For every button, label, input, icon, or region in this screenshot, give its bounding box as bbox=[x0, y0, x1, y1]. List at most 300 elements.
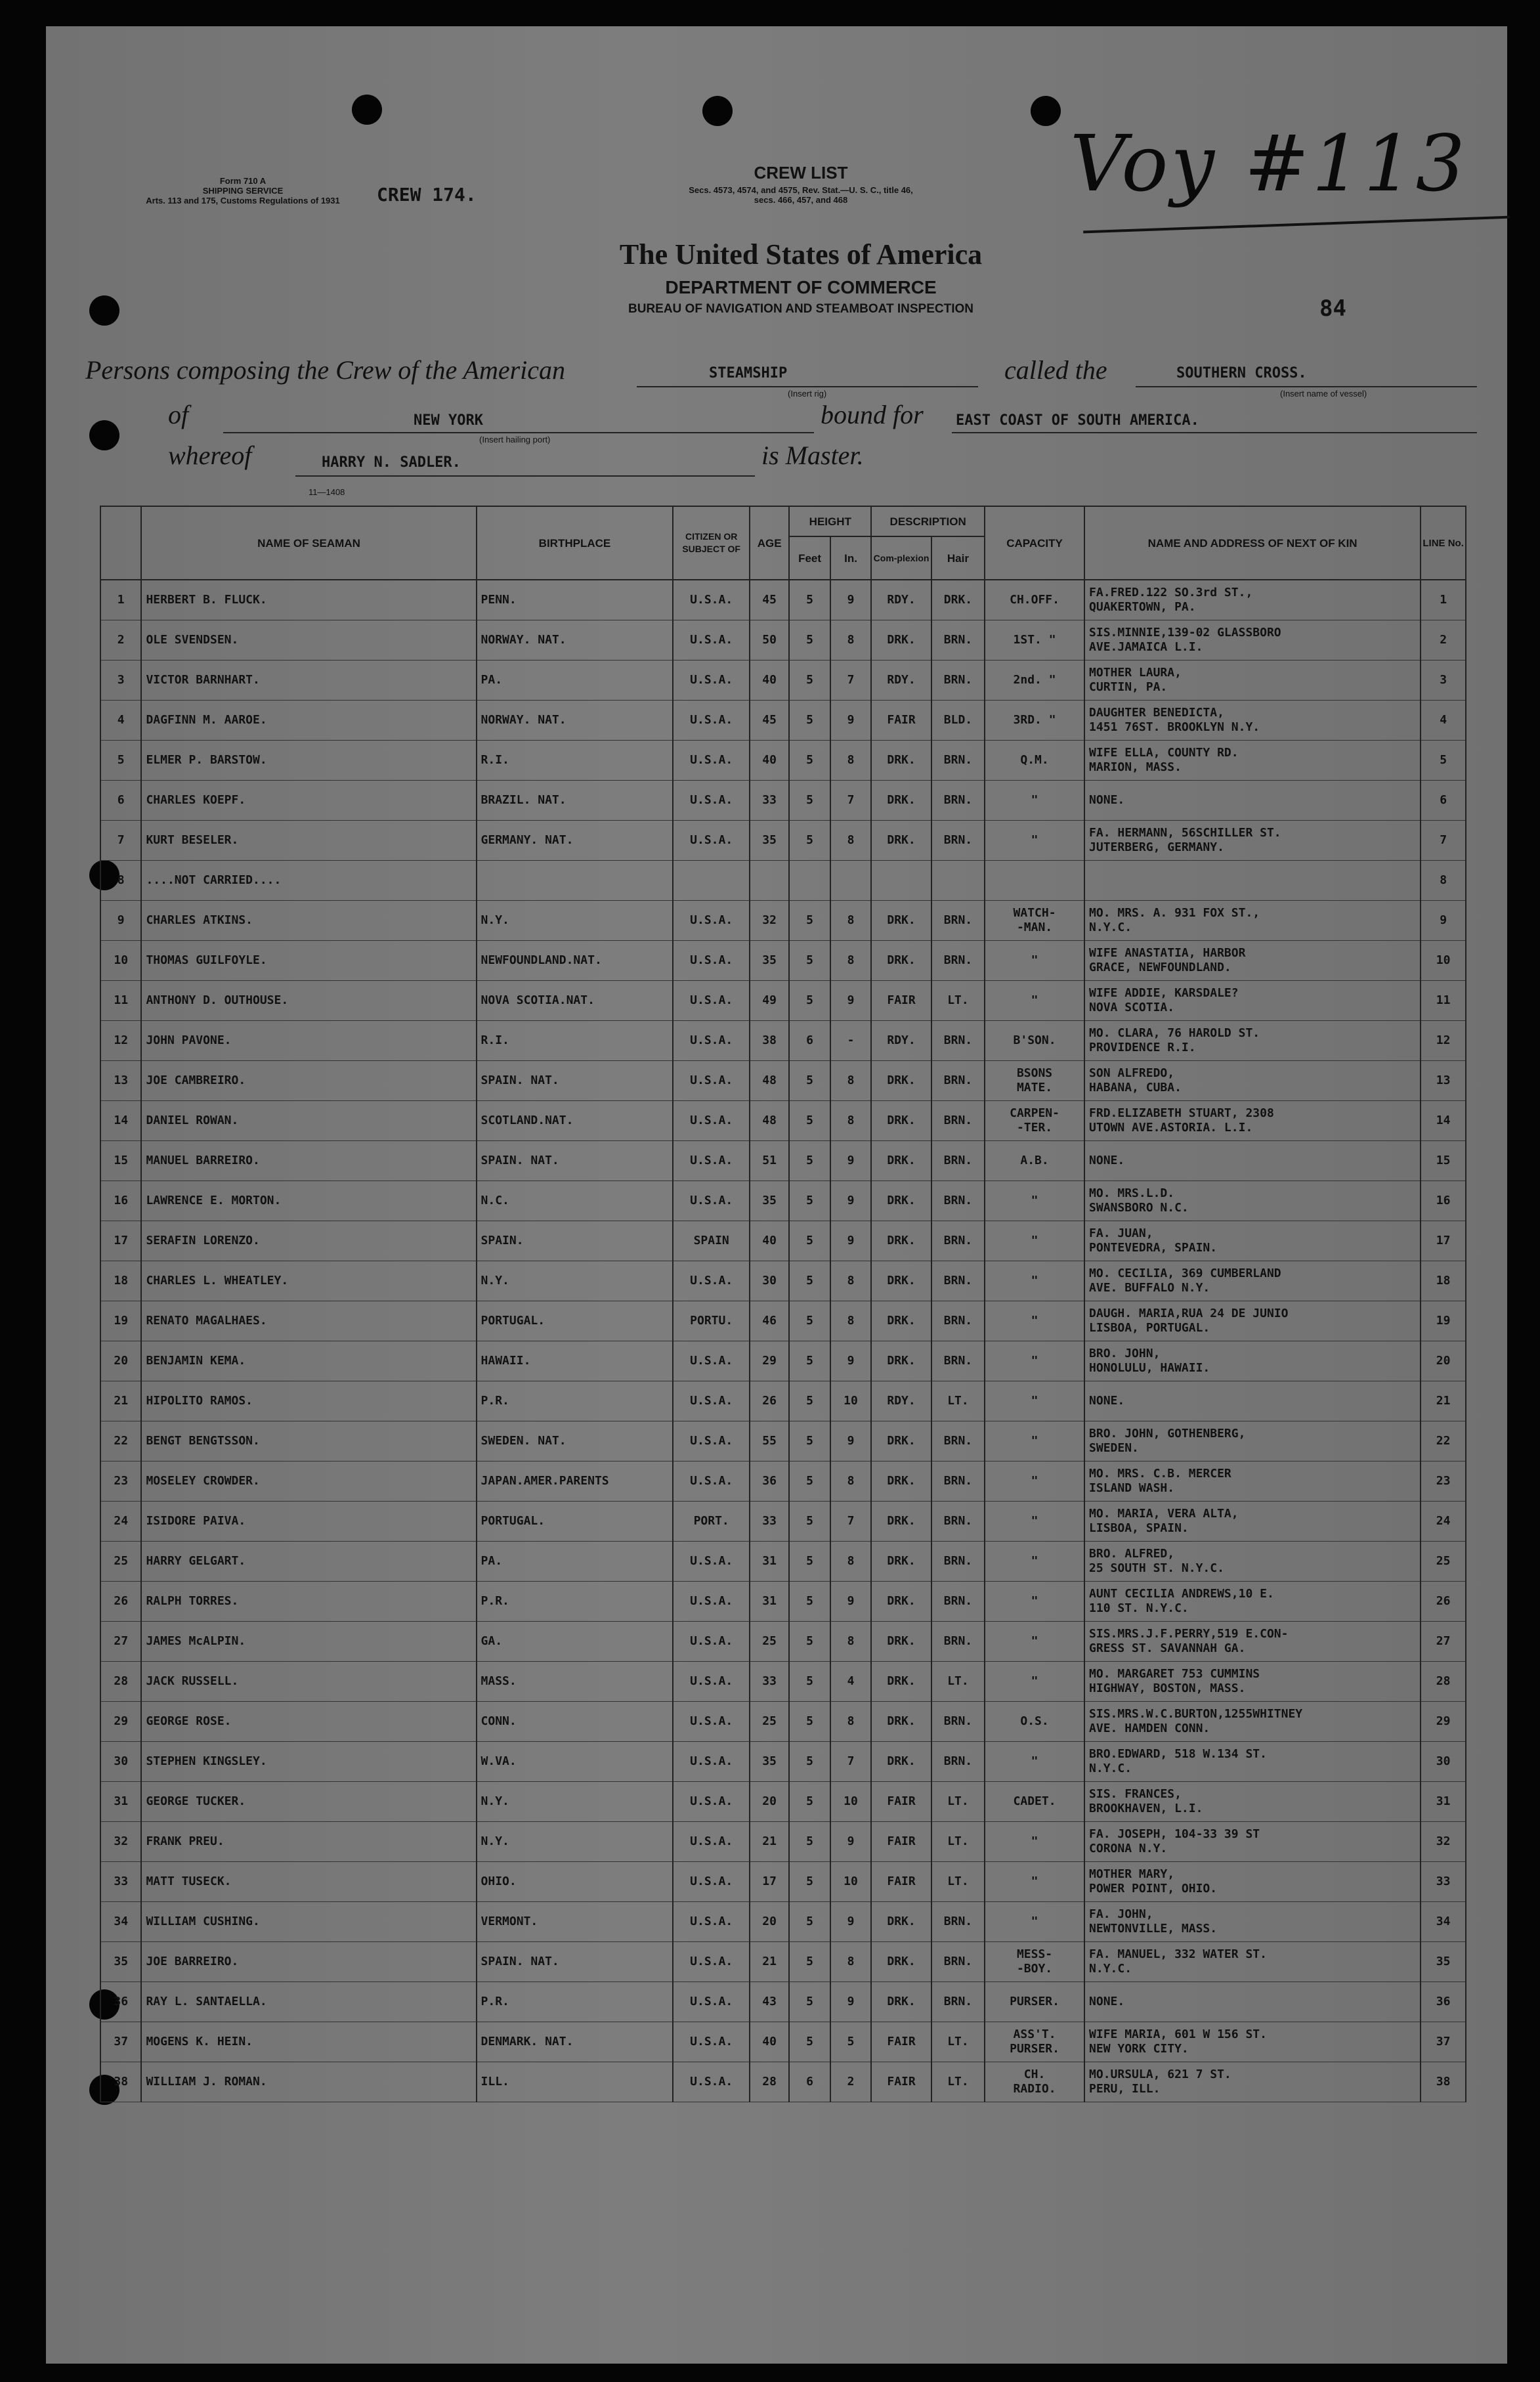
bound-for-label: bound for bbox=[821, 400, 924, 429]
height-feet-cell: 5 bbox=[789, 741, 830, 781]
age-cell: 43 bbox=[750, 1982, 789, 2022]
list-title: CREW LIST bbox=[754, 163, 848, 183]
birthplace-cell: SPAIN. NAT. bbox=[477, 1141, 674, 1181]
table-row bbox=[100, 1181, 1466, 1221]
seaman-name-cell: CHARLES KOEPF. bbox=[141, 781, 476, 821]
height-feet-cell: 5 bbox=[789, 1662, 830, 1702]
height-inches-cell: 10 bbox=[830, 1862, 871, 1902]
hair-color-cell: BRN. bbox=[931, 1542, 985, 1582]
birthplace-cell: PA. bbox=[477, 660, 674, 701]
birthplace-cell: CONN. bbox=[477, 1702, 674, 1742]
citizenship-cell: U.S.A. bbox=[673, 701, 750, 741]
table-row bbox=[100, 1301, 1466, 1341]
age-cell: 36 bbox=[750, 1462, 789, 1502]
line-number-cell: 19 bbox=[1421, 1301, 1466, 1341]
height-inches-cell: 8 bbox=[830, 901, 871, 941]
line-number-cell: 31 bbox=[1421, 1782, 1466, 1822]
next-of-kin-cell: FRD.ELIZABETH STUART, 2308 UTOWN AVE.ASTORIA. L.I. bbox=[1084, 1101, 1421, 1141]
next-of-kin-cell: FA. JOSEPH, 104-33 39 ST CORONA N.Y. bbox=[1084, 1822, 1421, 1862]
table-row bbox=[100, 941, 1466, 981]
row-number-cell: 6 bbox=[100, 781, 141, 821]
age-cell: 20 bbox=[750, 1782, 789, 1822]
capacity-cell: CH. RADIO. bbox=[985, 2062, 1084, 2102]
height-inches-cell: 10 bbox=[830, 1782, 871, 1822]
hair-color-cell: LT. bbox=[931, 1822, 985, 1862]
birthplace-cell: SPAIN. NAT. bbox=[477, 1942, 674, 1982]
next-of-kin-cell: NONE. bbox=[1084, 1381, 1421, 1421]
citizenship-cell: SPAIN bbox=[673, 1221, 750, 1261]
country-heading: The United States of America bbox=[619, 238, 983, 271]
complexion-cell: RDY. bbox=[871, 660, 931, 701]
hair-color-cell: BRN. bbox=[931, 1221, 985, 1261]
age-cell: 55 bbox=[750, 1421, 789, 1462]
height-feet-cell: 5 bbox=[789, 1421, 830, 1462]
next-of-kin-cell: NONE. bbox=[1084, 1141, 1421, 1181]
age-cell: 21 bbox=[750, 1822, 789, 1862]
height-inches-cell: 9 bbox=[830, 1421, 871, 1462]
seaman-name-cell: ....NOT CARRIED.... bbox=[141, 861, 476, 901]
row-number-cell: 11 bbox=[100, 981, 141, 1021]
hair-color-cell: BRN. bbox=[931, 1742, 985, 1782]
table-row bbox=[100, 821, 1466, 861]
height-feet-cell: 5 bbox=[789, 1982, 830, 2022]
birthplace-cell: R.I. bbox=[477, 741, 674, 781]
complexion-cell: DRK. bbox=[871, 1061, 931, 1101]
feet-header: Feet bbox=[789, 536, 830, 580]
height-inches-cell: 7 bbox=[830, 660, 871, 701]
row-number-cell: 12 bbox=[100, 1021, 141, 1061]
height-inches-cell: 7 bbox=[830, 1742, 871, 1782]
table-row bbox=[100, 1702, 1466, 1742]
table-row bbox=[100, 1542, 1466, 1582]
age-cell: 30 bbox=[750, 1261, 789, 1301]
height-feet-cell: 5 bbox=[789, 660, 830, 701]
name-header: NAME OF SEAMAN bbox=[141, 506, 476, 580]
crew-table-body bbox=[100, 580, 1466, 2102]
hair-color-cell: BRN. bbox=[931, 1982, 985, 2022]
table-row bbox=[100, 1502, 1466, 1542]
seaman-name-cell: JOHN PAVONE. bbox=[141, 1021, 476, 1061]
capacity-cell: CH.OFF. bbox=[985, 580, 1084, 620]
table-row bbox=[100, 1862, 1466, 1902]
line-number-cell: 1 bbox=[1421, 580, 1466, 620]
birthplace-cell: NORWAY. NAT. bbox=[477, 701, 674, 741]
is-master-label: is Master. bbox=[761, 441, 864, 470]
row-number-cell: 1 bbox=[100, 580, 141, 620]
height-feet-cell: 5 bbox=[789, 1742, 830, 1782]
height-feet-cell: 5 bbox=[789, 781, 830, 821]
complexion-cell: DRK. bbox=[871, 1702, 931, 1742]
citizenship-cell: U.S.A. bbox=[673, 1862, 750, 1902]
seaman-name-cell: THOMAS GUILFOYLE. bbox=[141, 941, 476, 981]
line-number-cell: 11 bbox=[1421, 981, 1466, 1021]
age-cell: 31 bbox=[750, 1542, 789, 1582]
table-row bbox=[100, 901, 1466, 941]
row-number-cell: 10 bbox=[100, 941, 141, 981]
crew-number: CREW 174. bbox=[377, 184, 477, 206]
age-cell: 33 bbox=[750, 1502, 789, 1542]
hair-color-cell bbox=[931, 861, 985, 901]
birthplace-cell: OHIO. bbox=[477, 1862, 674, 1902]
description-header: DESCRIPTION bbox=[871, 506, 985, 536]
seaman-name-cell: MOSELEY CROWDER. bbox=[141, 1462, 476, 1502]
line-number-cell: 6 bbox=[1421, 781, 1466, 821]
birthplace-cell: PORTUGAL. bbox=[477, 1502, 674, 1542]
row-number-cell: 21 bbox=[100, 1381, 141, 1421]
table-row bbox=[100, 1141, 1466, 1181]
next-of-kin-cell: FA.FRED.122 SO.3rd ST., QUAKERTOWN, PA. bbox=[1084, 580, 1421, 620]
age-cell: 26 bbox=[750, 1381, 789, 1421]
height-inches-cell: 5 bbox=[830, 2022, 871, 2062]
print-code: 11—1408 bbox=[309, 487, 345, 497]
birthplace-cell: N.Y. bbox=[477, 1261, 674, 1301]
of-label: of bbox=[168, 400, 189, 429]
citizenship-cell: U.S.A. bbox=[673, 741, 750, 781]
complexion-cell: DRK. bbox=[871, 1582, 931, 1622]
age-cell: 51 bbox=[750, 1141, 789, 1181]
age-cell: 46 bbox=[750, 1301, 789, 1341]
height-feet-cell: 5 bbox=[789, 1141, 830, 1181]
hair-color-cell: BRN. bbox=[931, 1061, 985, 1101]
height-feet-cell: 5 bbox=[789, 1301, 830, 1341]
citizenship-cell: U.S.A. bbox=[673, 1021, 750, 1061]
hair-color-cell: BRN. bbox=[931, 1902, 985, 1942]
height-feet-cell: 5 bbox=[789, 901, 830, 941]
capacity-cell: CARPEN- -TER. bbox=[985, 1101, 1084, 1141]
line-number-cell: 37 bbox=[1421, 2022, 1466, 2062]
row-number-cell: 35 bbox=[100, 1942, 141, 1982]
citizenship-cell: U.S.A. bbox=[673, 1542, 750, 1582]
capacity-cell: " bbox=[985, 1542, 1084, 1582]
row-number-cell: 15 bbox=[100, 1141, 141, 1181]
row-number-cell: 9 bbox=[100, 901, 141, 941]
height-feet-cell: 6 bbox=[789, 2062, 830, 2102]
table-row bbox=[100, 1742, 1466, 1782]
height-inches-cell: 9 bbox=[830, 1141, 871, 1181]
line-number-cell: 38 bbox=[1421, 2062, 1466, 2102]
capacity-cell: " bbox=[985, 1502, 1084, 1542]
height-inches-cell: 8 bbox=[830, 1301, 871, 1341]
birthplace-cell: HAWAII. bbox=[477, 1341, 674, 1381]
height-feet-cell: 5 bbox=[789, 620, 830, 660]
row-number-cell: 33 bbox=[100, 1862, 141, 1902]
crew-table bbox=[100, 506, 1466, 2102]
capacity-cell: " bbox=[985, 1301, 1084, 1341]
citizenship-cell: PORTU. bbox=[673, 1301, 750, 1341]
height-feet-cell: 5 bbox=[789, 1862, 830, 1902]
complexion-cell: DRK. bbox=[871, 1622, 931, 1662]
height-inches-cell: 2 bbox=[830, 2062, 871, 2102]
destination: EAST COAST OF SOUTH AMERICA. bbox=[956, 412, 1199, 429]
birthplace-cell: PENN. bbox=[477, 580, 674, 620]
table-row bbox=[100, 1982, 1466, 2022]
table-row bbox=[100, 1341, 1466, 1381]
height-inches-cell: 9 bbox=[830, 981, 871, 1021]
complexion-header: Com-plexion bbox=[871, 536, 931, 580]
hair-color-cell: LT. bbox=[931, 981, 985, 1021]
table-row bbox=[100, 1662, 1466, 1702]
height-feet-cell: 5 bbox=[789, 1702, 830, 1742]
height-feet-cell: 5 bbox=[789, 1542, 830, 1582]
height-inches-cell: 8 bbox=[830, 821, 871, 861]
birthplace-cell: SCOTLAND.NAT. bbox=[477, 1101, 674, 1141]
table-header-row bbox=[100, 506, 1466, 536]
height-inches-cell: 9 bbox=[830, 1582, 871, 1622]
voyage-annotation: Voy #113 bbox=[1070, 118, 1468, 209]
height-inches-cell: 8 bbox=[830, 1942, 871, 1982]
table-row bbox=[100, 741, 1466, 781]
age-cell: 49 bbox=[750, 981, 789, 1021]
capacity-cell: O.S. bbox=[985, 1702, 1084, 1742]
complexion-cell: RDY. bbox=[871, 580, 931, 620]
next-of-kin-cell: NONE. bbox=[1084, 1982, 1421, 2022]
seaman-name-cell: GEORGE TUCKER. bbox=[141, 1782, 476, 1822]
seaman-name-cell: HERBERT B. FLUCK. bbox=[141, 580, 476, 620]
birthplace-cell: ILL. bbox=[477, 2062, 674, 2102]
capacity-cell: " bbox=[985, 1381, 1084, 1421]
height-inches-cell: 4 bbox=[830, 1662, 871, 1702]
table-row bbox=[100, 1261, 1466, 1301]
line-number-cell: 8 bbox=[1421, 861, 1466, 901]
height-feet-cell: 5 bbox=[789, 941, 830, 981]
form-regulation: Arts. 113 and 175, Customs Regulations of 1931 bbox=[146, 196, 340, 206]
punch-hole bbox=[89, 295, 119, 326]
seaman-name-cell: DANIEL ROWAN. bbox=[141, 1101, 476, 1141]
row-number-cell: 28 bbox=[100, 1662, 141, 1702]
seaman-name-cell: MOGENS K. HEIN. bbox=[141, 2022, 476, 2062]
age-cell: 25 bbox=[750, 1702, 789, 1742]
citizenship-cell: U.S.A. bbox=[673, 1902, 750, 1942]
complexion-cell: DRK. bbox=[871, 1542, 931, 1582]
line-number-cell: 18 bbox=[1421, 1261, 1466, 1301]
complexion-cell: DRK. bbox=[871, 1942, 931, 1982]
height-feet-cell: 6 bbox=[789, 1021, 830, 1061]
form-info bbox=[125, 176, 361, 206]
seaman-name-cell: KURT BESELER. bbox=[141, 821, 476, 861]
seaman-name-cell: STEPHEN KINGSLEY. bbox=[141, 1742, 476, 1782]
next-of-kin-cell: SIS.MRS.W.C.BURTON,1255WHITNEY AVE. HAMDEN CONN. bbox=[1084, 1702, 1421, 1742]
complexion-cell: DRK. bbox=[871, 1341, 931, 1381]
seaman-name-cell: LAWRENCE E. MORTON. bbox=[141, 1181, 476, 1221]
age-cell: 35 bbox=[750, 1181, 789, 1221]
height-feet-cell: 5 bbox=[789, 1582, 830, 1622]
height-inches-cell: 9 bbox=[830, 1902, 871, 1942]
hair-color-cell: BRN. bbox=[931, 941, 985, 981]
birthplace-cell: GERMANY. NAT. bbox=[477, 821, 674, 861]
complexion-cell: DRK. bbox=[871, 1462, 931, 1502]
age-cell: 33 bbox=[750, 781, 789, 821]
next-of-kin-cell: NONE. bbox=[1084, 781, 1421, 821]
next-of-kin-cell: MO. MRS.L.D. SWANSBORO N.C. bbox=[1084, 1181, 1421, 1221]
birthplace-cell: N.C. bbox=[477, 1181, 674, 1221]
statute-line: secs. 466, 457, and 468 bbox=[754, 195, 848, 205]
line-number-cell: 13 bbox=[1421, 1061, 1466, 1101]
height-inches-cell: 9 bbox=[830, 1341, 871, 1381]
line-number-cell: 28 bbox=[1421, 1662, 1466, 1702]
hair-color-cell: BRN. bbox=[931, 1622, 985, 1662]
line-number-cell: 27 bbox=[1421, 1622, 1466, 1662]
table-row bbox=[100, 1902, 1466, 1942]
row-number-cell: 5 bbox=[100, 741, 141, 781]
table-row bbox=[100, 1462, 1466, 1502]
next-of-kin-cell: FA. HERMANN, 56SCHILLER ST. JUTERBERG, GERMANY. bbox=[1084, 821, 1421, 861]
height-inches-cell: 7 bbox=[830, 781, 871, 821]
master-name: HARRY N. SADLER. bbox=[322, 454, 461, 471]
height-feet-cell: 5 bbox=[789, 1341, 830, 1381]
seaman-name-cell: HIPOLITO RAMOS. bbox=[141, 1381, 476, 1421]
complexion-cell: DRK. bbox=[871, 781, 931, 821]
citizenship-cell: U.S.A. bbox=[673, 1622, 750, 1662]
seaman-name-cell: BENJAMIN KEMA. bbox=[141, 1341, 476, 1381]
line-number-cell: 7 bbox=[1421, 821, 1466, 861]
table-row bbox=[100, 2022, 1466, 2062]
bureau-heading: BUREAU OF NAVIGATION AND STEAMBOAT INSPECTION bbox=[628, 302, 974, 316]
height-inches-cell: 9 bbox=[830, 1221, 871, 1261]
height-feet-cell: 5 bbox=[789, 1822, 830, 1862]
statute-reference bbox=[617, 185, 985, 205]
citizenship-cell: U.S.A. bbox=[673, 660, 750, 701]
next-of-kin-cell: BRO. JOHN, GOTHENBERG, SWEDEN. bbox=[1084, 1421, 1421, 1462]
hair-color-cell: BRN. bbox=[931, 660, 985, 701]
next-of-kin-cell: MO. CLARA, 76 HAROLD ST. PROVIDENCE R.I. bbox=[1084, 1021, 1421, 1061]
table-row bbox=[100, 1822, 1466, 1862]
seaman-name-cell: DAGFINN M. AAROE. bbox=[141, 701, 476, 741]
birthplace-cell: P.R. bbox=[477, 1982, 674, 2022]
height-feet-cell: 5 bbox=[789, 821, 830, 861]
height-inches-cell: 8 bbox=[830, 1101, 871, 1141]
complexion-cell: FAIR bbox=[871, 701, 931, 741]
next-of-kin-cell: BRO. ALFRED, 25 SOUTH ST. N.Y.C. bbox=[1084, 1542, 1421, 1582]
hair-color-cell: BRN. bbox=[931, 1702, 985, 1742]
next-of-kin-cell: WIFE ANASTATIA, HARBOR GRACE, NEWFOUNDLAND. bbox=[1084, 941, 1421, 981]
seaman-name-cell: GEORGE ROSE. bbox=[141, 1702, 476, 1742]
age-cell: 28 bbox=[750, 2062, 789, 2102]
page-number: 84 bbox=[1319, 295, 1346, 322]
row-number-cell: 20 bbox=[100, 1341, 141, 1381]
age-cell: 35 bbox=[750, 941, 789, 981]
row-number-cell: 22 bbox=[100, 1421, 141, 1462]
age-cell: 17 bbox=[750, 1862, 789, 1902]
row-number-cell: 32 bbox=[100, 1822, 141, 1862]
seaman-name-cell: JOE CAMBREIRO. bbox=[141, 1061, 476, 1101]
age-cell: 32 bbox=[750, 901, 789, 941]
line-number-cell: 23 bbox=[1421, 1462, 1466, 1502]
capacity-cell: WATCH- -MAN. bbox=[985, 901, 1084, 941]
table-row bbox=[100, 2062, 1466, 2102]
capacity-cell: CADET. bbox=[985, 1782, 1084, 1822]
table-row bbox=[100, 1782, 1466, 1822]
table-row bbox=[100, 1381, 1466, 1421]
birthplace-cell: P.R. bbox=[477, 1582, 674, 1622]
hair-color-cell: BRN. bbox=[931, 1101, 985, 1141]
seaman-name-cell: WILLIAM J. ROMAN. bbox=[141, 2062, 476, 2102]
height-inches-cell: 8 bbox=[830, 941, 871, 981]
hair-color-cell: BRN. bbox=[931, 1181, 985, 1221]
next-of-kin-cell: BRO. JOHN, HONOLULU, HAWAII. bbox=[1084, 1341, 1421, 1381]
age-cell: 40 bbox=[750, 660, 789, 701]
hair-color-cell: BRN. bbox=[931, 741, 985, 781]
age-cell: 48 bbox=[750, 1061, 789, 1101]
height-header: HEIGHT bbox=[789, 506, 871, 536]
table-row bbox=[100, 1221, 1466, 1261]
row-number-cell: 38 bbox=[100, 2062, 141, 2102]
line-number-header: LINE No. bbox=[1421, 506, 1466, 580]
capacity-cell: " bbox=[985, 1341, 1084, 1381]
line-number-cell: 33 bbox=[1421, 1862, 1466, 1902]
capacity-cell: " bbox=[985, 1462, 1084, 1502]
complexion-cell: FAIR bbox=[871, 1862, 931, 1902]
birthplace-cell: GA. bbox=[477, 1622, 674, 1662]
form-service: SHIPPING SERVICE bbox=[202, 186, 284, 196]
height-inches-cell: 9 bbox=[830, 701, 871, 741]
hair-color-cell: BLD. bbox=[931, 701, 985, 741]
table-row bbox=[100, 1421, 1466, 1462]
age-cell: 20 bbox=[750, 1902, 789, 1942]
height-inches-cell: 9 bbox=[830, 580, 871, 620]
capacity-cell: " bbox=[985, 1622, 1084, 1662]
capacity-cell bbox=[985, 861, 1084, 901]
complexion-cell: DRK. bbox=[871, 1301, 931, 1341]
birthplace-cell: R.I. bbox=[477, 1021, 674, 1061]
capacity-cell: 1ST. " bbox=[985, 620, 1084, 660]
row-number-cell: 2 bbox=[100, 620, 141, 660]
citizenship-cell: U.S.A. bbox=[673, 1942, 750, 1982]
birthplace-cell: N.Y. bbox=[477, 1822, 674, 1862]
age-cell: 38 bbox=[750, 1021, 789, 1061]
height-inches-cell: 8 bbox=[830, 1702, 871, 1742]
seaman-name-cell: JACK RUSSELL. bbox=[141, 1662, 476, 1702]
complexion-cell: DRK. bbox=[871, 1662, 931, 1702]
hair-color-cell: LT. bbox=[931, 1381, 985, 1421]
complexion-cell: DRK. bbox=[871, 1502, 931, 1542]
citizenship-cell: U.S.A. bbox=[673, 1662, 750, 1702]
next-of-kin-cell: MO. MARIA, VERA ALTA, LISBOA, SPAIN. bbox=[1084, 1502, 1421, 1542]
citizenship-cell: U.S.A. bbox=[673, 1381, 750, 1421]
hair-color-cell: BRN. bbox=[931, 1942, 985, 1982]
next-of-kin-cell: MOTHER MARY, POWER POINT, OHIO. bbox=[1084, 1862, 1421, 1902]
capacity-cell: A.B. bbox=[985, 1141, 1084, 1181]
hair-color-cell: BRN. bbox=[931, 1341, 985, 1381]
hair-color-cell: BRN. bbox=[931, 1021, 985, 1061]
age-cell: 35 bbox=[750, 1742, 789, 1782]
age-cell: 21 bbox=[750, 1942, 789, 1982]
hair-color-cell: LT. bbox=[931, 1862, 985, 1902]
height-inches-cell: 9 bbox=[830, 1982, 871, 2022]
birthplace-cell: DENMARK. NAT. bbox=[477, 2022, 674, 2062]
hair-color-cell: LT. bbox=[931, 2062, 985, 2102]
next-of-kin-cell: SIS.MRS.J.F.PERRY,519 E.CON- GRESS ST. SAVANNAH GA. bbox=[1084, 1622, 1421, 1662]
line-number-cell: 5 bbox=[1421, 741, 1466, 781]
height-feet-cell: 5 bbox=[789, 1502, 830, 1542]
capacity-cell: " bbox=[985, 1742, 1084, 1782]
row-number-cell: 18 bbox=[100, 1261, 141, 1301]
hair-color-cell: BRN. bbox=[931, 1141, 985, 1181]
row-number-cell: 30 bbox=[100, 1742, 141, 1782]
vessel-caption: (Insert name of vessel) bbox=[1280, 389, 1367, 399]
line-number-cell: 34 bbox=[1421, 1902, 1466, 1942]
next-of-kin-cell: MO. MARGARET 753 CUMMINS HIGHWAY, BOSTON, MASS. bbox=[1084, 1662, 1421, 1702]
seaman-name-cell: HARRY GELGART. bbox=[141, 1542, 476, 1582]
punch-hole bbox=[352, 95, 382, 125]
capacity-header: CAPACITY bbox=[985, 506, 1084, 580]
birthplace-cell: NEWFOUNDLAND.NAT. bbox=[477, 941, 674, 981]
line-number-cell: 17 bbox=[1421, 1221, 1466, 1261]
hair-color-cell: BRN. bbox=[931, 781, 985, 821]
capacity-cell: " bbox=[985, 1862, 1084, 1902]
height-feet-cell: 5 bbox=[789, 580, 830, 620]
statute-line: Secs. 4573, 4574, and 4575, Rev. Stat.—U. S. C., title 46, bbox=[689, 185, 913, 195]
birthplace-cell: N.Y. bbox=[477, 901, 674, 941]
